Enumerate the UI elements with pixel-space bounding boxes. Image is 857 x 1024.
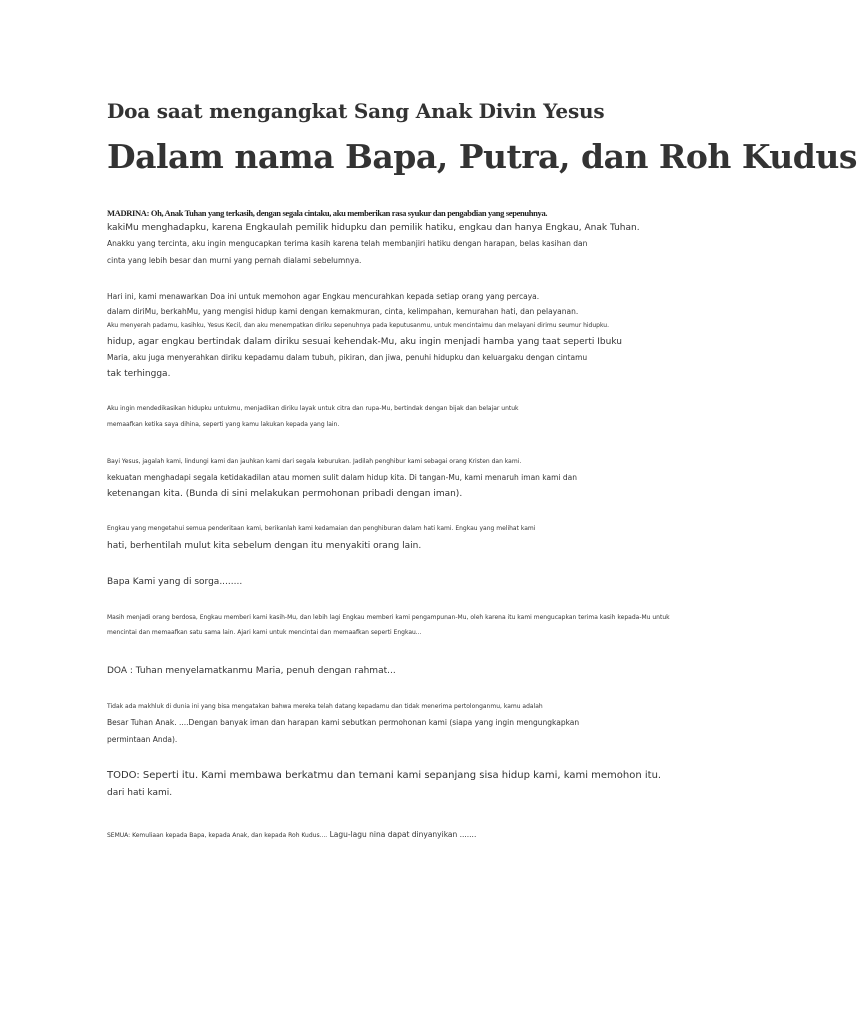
text-line-27-part-2: Lagu-lagu nina dapat dinyanyikan ....... [327, 830, 477, 839]
document-heading: Dalam nama Bapa, Putra, dan Roh Kudus [107, 137, 857, 176]
text-line-12: memaafkan ketika saya dihina, seperti yang kamu lakukan kepada yang lain. [107, 421, 340, 428]
text-line-22: Tidak ada makhluk di dunia ini yang bisa mengatakan bahwa mereka telah datang kepadamu dan tidak menerima pertolonganmu, kamu adalah [107, 703, 543, 710]
text-line-7: Aku menyerah padamu, kasihku, Yesus Kecil, dan aku menempatkan diriku sepenuhnya pada keputusanmu, untuk mencintaimu dan melayani dirimu seumur hidupku. [107, 322, 609, 329]
text-line-8: hidup, agar engkau bertindak dalam diriku sesuai kehendak-Mu, aku ingin menjadi hamba yang taat seperti Ibuku [107, 337, 622, 347]
text-line-13: Bayi Yesus, jagalah kami, lindungi kami dan jauhkan kami dari segala keburukan. Jadilah penghibur kami sebagai orang Kristen dan kami. [107, 458, 522, 465]
text-line-25: TODO: Seperti itu. Kami membawa berkatmu dan temani kami sepanjang sisa hidup kami, kami memohon itu. [107, 770, 662, 781]
text-line-10: tak terhingga. [107, 369, 171, 379]
text-line-26: dari hati kami. [107, 788, 173, 798]
text-line-17: hati, berhentilah mulut kita sebelum dengan itu menyakiti orang lain. [107, 541, 422, 551]
text-line-15: ketenangan kita. (Bunda di sini melakukan permohonan pribadi dengan iman). [107, 489, 463, 499]
text-line-16: Engkau yang mengetahui semua penderitaan kami, berikanlah kami kedamaian dan penghiburan dalam hati kami. Engkau yang melihat kami [107, 525, 536, 532]
text-line-27-part-1: SEMUA: Kemuliaan kepada Bapa, kepada Anak, dan kepada Roh Kudus.... [107, 832, 328, 839]
text-line-23: Besar Tuhan Anak. ....Dengan banyak iman dan harapan kami sebutkan permohonan kami (siapa yang ingin mengungkapkan [107, 718, 580, 727]
text-line-4: cinta yang lebih besar dan murni yang pernah dialami sebelumnya. [107, 256, 362, 265]
text-line-19: Masih menjadi orang berdosa, Engkau memberi kami kasih-Mu, dan lebih lagi Engkau memberi kami pengampunan-Mu, oleh karena itu kami mengucapkan terima kasih kepada-Mu untuk [107, 614, 670, 621]
text-line-20: mencintai dan memaafkan satu sama lain. Ajari kami untuk mencintai dan memaafkan seperti Engkau... [107, 629, 422, 636]
document-title: Doa saat mengangkat Sang Anak Divin Yesus [107, 99, 605, 123]
text-line-6: dalam diriMu, berkahMu, yang mengisi hidup kami dengan kemakmuran, cinta, kelimpahan, kemurahan hati, dan pelayanan. [107, 307, 579, 316]
text-line-9: Maria, aku juga menyerahkan diriku kepadamu dalam tubuh, pikiran, dan jiwa, penuhi hidupku dan keluargaku dengan cintamu [107, 353, 588, 362]
text-line-21: DOA : Tuhan menyelamatkanmu Maria, penuh dengan rahmat... [107, 666, 396, 676]
text-line-3: Anakku yang tercinta, aku ingin mengucapkan terima kasih karena telah membanjiri hatiku dengan harapan, belas kasihan dan [107, 239, 588, 248]
text-line-2: kakiMu menghadapku, karena Engkaulah pemilik hidupku dan pemilik hatiku, engkau dan hanya Engkau, Anak Tuhan. [107, 223, 640, 233]
text-line-18: Bapa Kami yang di sorga........ [107, 577, 243, 587]
text-line-5: Hari ini, kami menawarkan Doa ini untuk memohon agar Engkau mencurahkan kepada setiap orang yang percaya. [107, 292, 540, 301]
text-line-27 [107, 824, 476, 840]
text-line-24: permintaan Anda). [107, 735, 178, 744]
text-line-11: Aku ingin mendedikasikan hidupku untukmu, menjadikan diriku layak untuk citra dan rupa-Mu, bertindak dengan bijak dan belajar untuk [107, 405, 519, 412]
text-line-1: MADRINA: Oh, Anak Tuhan yang terkasih, dengan segala cintaku, aku memberikan rasa syukur dan pengabdian yang sepenuhnya. [107, 208, 548, 218]
text-line-14: kekuatan menghadapi segala ketidakadilan atau momen sulit dalam hidup kita. Di tangan-Mu, kami menaruh iman kami dan [107, 473, 577, 482]
